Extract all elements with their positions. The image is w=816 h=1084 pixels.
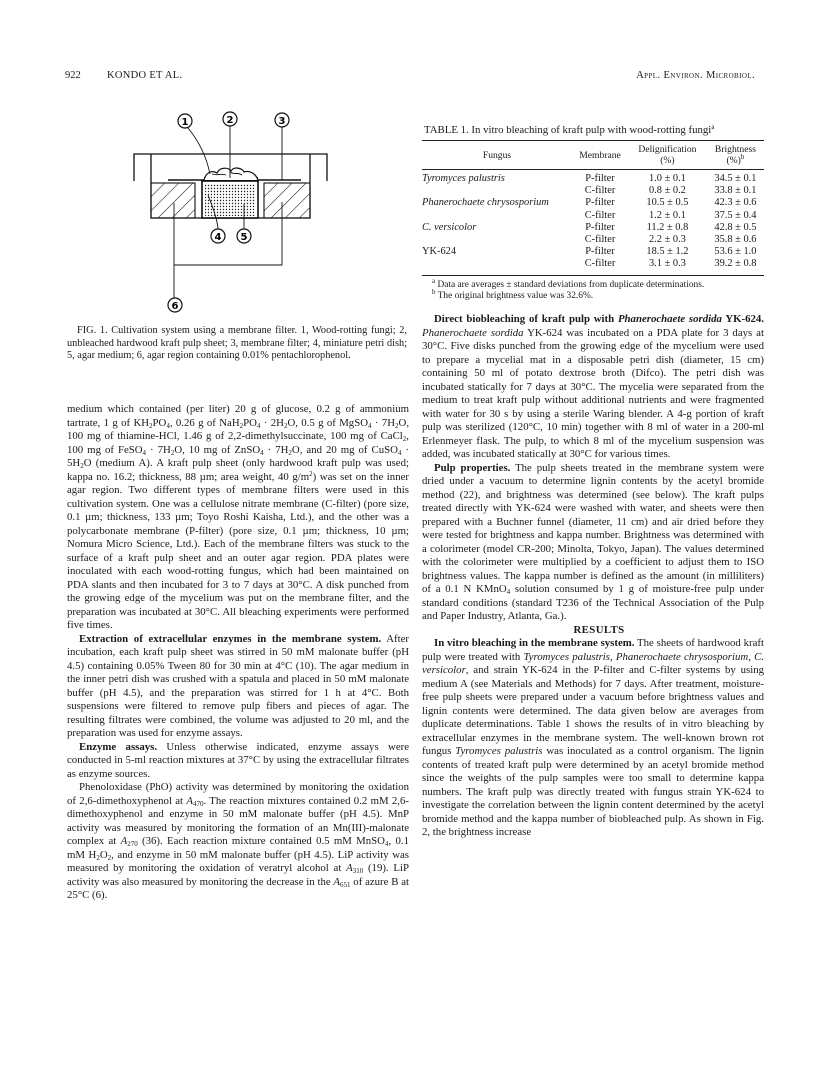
running-head-journal: Appl. Environ. Microbiol. bbox=[636, 70, 755, 81]
table-row: C. versicolor P-filter 11.2 ± 0.8 42.8 ± 0.5 bbox=[422, 221, 757, 233]
figure-1-diagram bbox=[120, 100, 340, 320]
paragraph-extraction: Extraction of extracellular enzymes in the membrane system. After incubation, each kraft pulp sheet was stirred in 50 mM malonate buffer (pH 4.5) containing 0.05% Tween 80 for 30 min at 4°C (10). The agar medium in the inner petri dish was crushed with a spatula and placed in 50 mM malonate buffer (pH 4.5), and the preparation was stirred for 1 h at 4°C. Both suspensions were filtered to remove pulp fibers and pieces of agar. The resulting filtrates were combined, the volume was adjusted to 20 ml, and the preparation was used for enzyme assays. bbox=[67, 632, 410, 739]
col-header-fungus: Fungus bbox=[482, 149, 512, 161]
label-3: 3 bbox=[278, 116, 286, 127]
table-1-title: TABLE 1. In vitro bleaching of kraft pulp with wood-rotting fungi$^a$ bbox=[424, 123, 715, 136]
table-1-footnotes bbox=[422, 276, 764, 303]
paragraph-pulp-properties: Pulp properties. The pulp sheets treated in the membrane system were dried under a vacuum to determine lignin contents by the acetyl bromide method (22), and brightness was determined (see below). The kraft pulps treated directly with YK-624 were washed with water, and sheets were then prepared with a Buchner funnel (diameter, 11 cm) and air dried before they were tested for brightness and kappa number. Brightness was determined with a colorimeter (model CR-200; Minolta, Tokyo, Japan). The values determined with the colorimeter were multiplied by a coefficient to adjust them to ISO brightness values. The kappa number is defined as the amount (in milliliters) of a 0.1 N KMnO$_4$ solution consumed by 1 g of moisture-free pulp under standard conditions (standard T236 of the Technical Association of the Pulp and Paper Industry, Atlanta, Ga.). bbox=[422, 461, 764, 622]
table-row: C-filter 0.8 ± 0.2 33.8 ± 0.1 bbox=[584, 185, 757, 197]
col-header-delignification: Delignification (%) bbox=[638, 144, 697, 166]
footnote-b: $^b$ The original brightness value was 32.6%. bbox=[432, 288, 594, 302]
label-4: 4 bbox=[214, 232, 222, 243]
paragraph-in-vitro-bleaching: In vitro bleaching in the membrane system. The sheets of hardwood kraft pulp were treated with Tyromyces palustris, Phanerochaete chrysosporium, C. versicolor, and strain YK-624 in the P-filter and C-filter systems by using medium A (see Materials and Methods) for 7 days. After treatment, moisture-free pulp sheets were prepared under a vacuum before brightness values and lignin contents were determined. The data given below are averages from duplicate determinations. Table 1 shows the results of in vitro bleaching by extracellular enzymes in the membrane system. The well-known brown rot fungus Tyromyces palustris was inoculated as a control organism. The lignin contents of treated kraft pulp were determined by an acetyl bromide method since the weights of the pulp samples were too small to determine kappa numbers. The kraft pulp was directly treated with fungus strain YK-624 to investigate the correlation between the lignin content determined by the acetyl bromide method and the kappa number of biobleached pulp. As shown in Fig. 2, the brightness increase bbox=[422, 637, 764, 838]
page-number: 922 bbox=[65, 70, 81, 81]
label-2: 2 bbox=[226, 115, 234, 126]
section-heading-extraction: Extraction of extracellular enzymes in the membrane system. bbox=[79, 632, 382, 645]
table-1 bbox=[422, 124, 764, 303]
paragraph-medium-composition: medium which contained (per liter) 20 g of glucose, 0.2 g of ammonium tartrate, 1 g of $KH_2PO_4$, 0.26 g of $NaH_2PO_4 \cdot 2H_2O$, 0.5 g of MgSO$_4$ · $7H_2O$, 100 mg of thiamine-HCl, 1.46 g of 2,2-dimethylsuccinate, 100 mg of CaCl$_2$, 100 mg of FeSO$_4$ · $7H_2O$, 10 mg of ZnSO$_4$ · $7H_2O$, and 20 mg of CuSO$_4$ · $5H_2O$ (medium A). A kraft pulp sheet (only hardwood kraft pulp was used; kappa no. 16.2; thickness, 88 µm; area weight, 40 $g/m^2$) was set on the inner agar region. Two different types of membrane filters were used in this cultivation system. One was a cellulose nitrate membrane (C-filter) (pore size, 0.1 µm; thickness, 133 µm; Toyo Roshi Kaisha, Ltd.), and the other was a polycarbonate membrane (P-filter) (pore size, 0.1 µm; thickness, 10 µm; Nomura Micro Science, Ltd.). Each of the membrane filters was stuck to the surface of a kraft pulp sheet and an outer agar region. PDA plates were inoculated with each wood-rotting fungus, which had been maintained on PDA slants and then incubated for 3 to 7 days at 30°C. A disk punched from the growing edge of the mycelium was put on the membrane filter, and the preparation was incubated at 30°C. All bleaching experiments were performed five times. bbox=[67, 403, 410, 631]
label-5: 5 bbox=[240, 232, 248, 243]
table-row: C-filter 2.2 ± 0.3 35.8 ± 0.6 bbox=[584, 234, 757, 246]
table-row: C-filter 3.1 ± 0.3 39.2 ± 0.8 bbox=[584, 258, 757, 270]
right-column bbox=[422, 313, 764, 840]
label-6: 6 bbox=[171, 301, 179, 312]
col-header-membrane: Membrane bbox=[579, 149, 621, 161]
left-column bbox=[67, 403, 409, 903]
paragraph-phenoloxidase: Phenoloxidase (PhO) activity was determined by monitoring the oxidation of 2,6-dimethoxyphenol at $A_{470}$. The reaction mixtures contained 0.2 mM 2,6-dimethoxyphenol and enzyme in 50 mM malonate buffer (pH 4.5). MnP activity was measured by monitoring the formation of an Mn(III)-malonate complex at $A_{270}$ (36). Each reaction mixture contained 0.5 mM MnSO$_4$, 0.1 mM $H_2O_2$, and enzyme in 50 mM malonate buffer (pH 4.5). LiP activity was measured by monitoring the oxidation of veratryl alcohol at $A_{310}$ (19). LiP activity was also measured by monitoring the decrease in the $A_{651}$ of azure B at 25°C (6). bbox=[67, 781, 409, 901]
section-heading-in-vitro-bleaching: In vitro bleaching in the membrane system. bbox=[434, 637, 635, 649]
col-header-brightness: Brightness (%)$^b$ bbox=[714, 144, 756, 166]
paragraph-direct-biobleaching: Direct biobleaching of kraft pulp with Phanerochaete sordida YK-624. Phanerochaete sordida YK-624 was incubated on a PDA plate for 3 days at 30°C. Five disks punched from the growing edge of the mycelium were used to prepare a mycelial mat in a disposable petri dish (diameter, 15 cm) containing 50 ml of potato dextrose broth (Difco). The petri dish was incubated statically for 7 days at 30°C. The mycelia were separated from the medium to treat kraft pulp without additional nutrients and were fragmented with water for 30 s by using a sterile Waring blender. A 4-g portion of kraft pulp was sterilized (120°C, 10 min) together with 8 ml of water in a 200-ml Erlenmeyer flask. The pulp, to which 8 ml of the mycelium suspension was added, was incubated statically at 30°C for various times. bbox=[422, 313, 765, 460]
table-header-row bbox=[422, 141, 764, 170]
paragraph-enzyme-assays: Enzyme assays. Unless otherwise indicated, enzyme assays were conducted in 5-ml reaction mixtures at 37°C by using the extracellular filtrates as enzyme sources. bbox=[67, 740, 409, 780]
footnote-a: $^a$ Data are averages ± standard deviations from duplicate determinations. bbox=[432, 276, 705, 290]
section-heading-results: RESULTS bbox=[573, 623, 625, 636]
running-head-authors: KONDO ET AL. bbox=[107, 70, 183, 81]
section-heading-pulp-properties: Pulp properties. bbox=[434, 461, 511, 474]
table-row: Tyromyces palustris P-filter 1.0 ± 0.1 34.5 ± 0.1 bbox=[422, 173, 757, 184]
section-heading-enzyme-assays: Enzyme assays. bbox=[79, 740, 158, 753]
label-1: 1 bbox=[181, 117, 189, 128]
table-row: YK-624 P-filter 18.5 ± 1.2 53.6 ± 1.0 bbox=[422, 246, 757, 258]
cultivation-system-diagram-icon bbox=[120, 100, 340, 320]
running-head bbox=[65, 70, 755, 84]
section-heading-direct-biobleaching: Direct biobleaching of kraft pulp with Phanerochaete sordida YK-624. bbox=[434, 313, 765, 325]
table-row: C-filter 1.2 ± 0.1 37.5 ± 0.4 bbox=[584, 209, 757, 221]
table-row: Phanerochaete chrysosporium P-filter 10.5 ± 0.5 42.3 ± 0.6 bbox=[422, 197, 757, 209]
table-1-grid bbox=[422, 140, 764, 276]
figure-1-caption: FIG. 1. Cultivation system using a membrane filter. 1, Wood-rotting fungi; 2, unbleached hardwood kraft pulp sheet; 3, membrane filter; 4, miniature petri dish; 5, agar medium; 6, agar region containing 0.01% pentachlorophenol. bbox=[67, 325, 407, 362]
